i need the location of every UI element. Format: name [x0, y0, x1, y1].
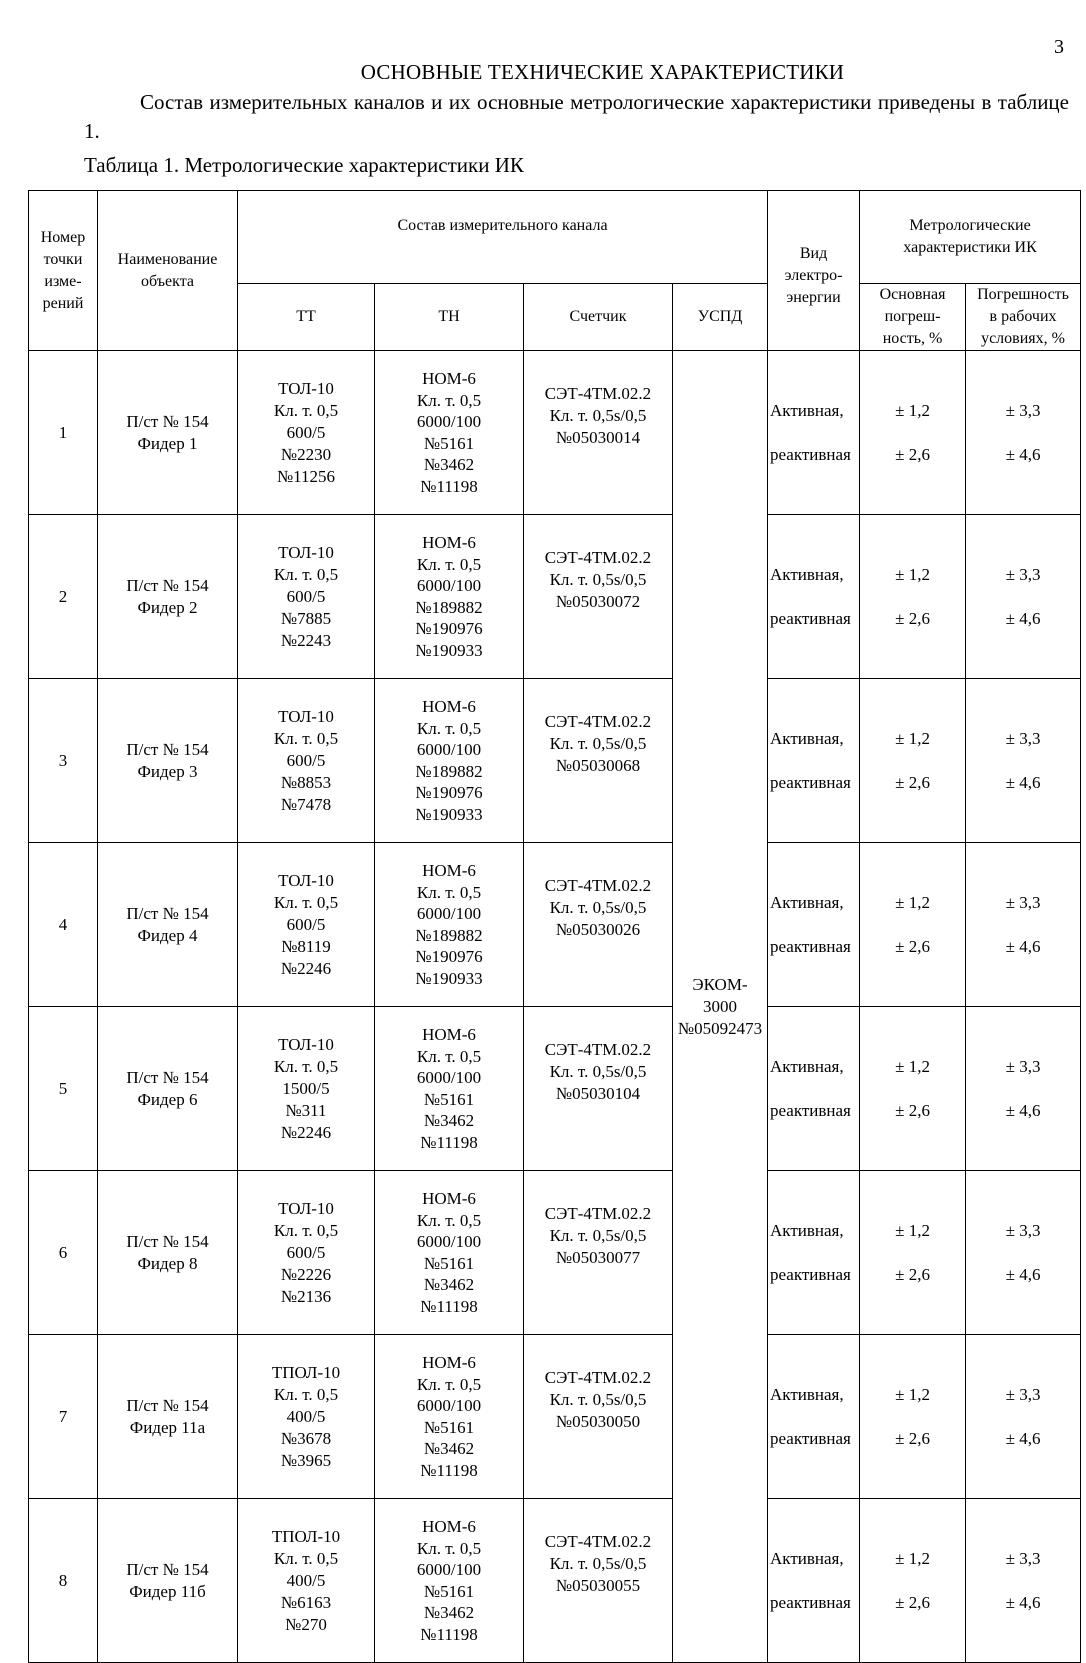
meter-line: Кл. т. 0,5s/0,5 — [549, 734, 647, 753]
cell-tn — [375, 679, 524, 843]
working-error-value: ± 3,3 — [1005, 1384, 1041, 1404]
cell-energy-kind — [768, 1007, 860, 1171]
object-line: П/ст № 154 — [126, 411, 209, 431]
tt-line: №11256 — [276, 466, 336, 486]
object-line: Фидер 8 — [137, 1253, 198, 1273]
energy-kind-line: Активная, — [770, 1548, 844, 1568]
energy-kind-line: реактивная — [770, 608, 851, 628]
cell-tt — [238, 1335, 375, 1499]
energy-kind-line: Активная, — [770, 728, 844, 748]
cell-tn — [375, 1007, 524, 1171]
cell-tn — [375, 515, 524, 679]
cell-tt — [238, 1007, 375, 1171]
cell-energy-kind — [768, 1335, 860, 1499]
object-line: Фидер 1 — [137, 433, 198, 453]
cell-tt — [238, 1499, 375, 1663]
cell-point-no: 6 — [29, 1171, 98, 1335]
cell-meter — [524, 1007, 673, 1171]
tn-line: №5161 — [423, 1089, 475, 1109]
base-error-value: ± 2,6 — [895, 1264, 930, 1284]
cell-energy-kind — [768, 843, 860, 1007]
tt-line: ТОЛ-10 — [278, 1034, 334, 1054]
header-line: погреш- — [884, 308, 941, 325]
tt-line: №7478 — [280, 794, 332, 814]
tn-line: №190976 — [415, 619, 483, 638]
tt-line: 400/5 — [286, 1570, 326, 1590]
working-error-value: ± 4,6 — [1005, 936, 1041, 956]
base-error-value: ± 2,6 — [895, 936, 930, 956]
cell-meter — [524, 843, 673, 1007]
header-line: в рабочих — [989, 308, 1057, 325]
meter-line: №05030055 — [555, 1576, 641, 1595]
cell-energy-kind — [768, 515, 860, 679]
tt-line: №2246 — [280, 958, 332, 978]
cell-base-error — [860, 843, 966, 1007]
cell-point-no: 5 — [29, 1007, 98, 1171]
energy-kind-line: Активная, — [770, 1384, 844, 1404]
tn-line: Кл. т. 0,5 — [416, 718, 482, 738]
base-error-value: ± 1,2 — [895, 728, 930, 748]
working-error-value: ± 4,6 — [1005, 1100, 1041, 1120]
cell-object — [98, 1335, 238, 1499]
cell-meter — [524, 1335, 673, 1499]
object-line: Фидер 6 — [137, 1089, 198, 1109]
cell-point-no: 2 — [29, 515, 98, 679]
cell-energy-kind — [768, 679, 860, 843]
cell-object — [98, 351, 238, 515]
energy-kind-line: реактивная — [770, 1100, 851, 1120]
meter-line: Кл. т. 0,5s/0,5 — [549, 406, 647, 425]
header-point-no — [29, 191, 98, 351]
header-channel-composition: Состав измерительного канала — [238, 191, 768, 284]
header-line: энергии — [786, 288, 841, 306]
tn-line: №11198 — [420, 1132, 478, 1152]
header-line: ность, % — [882, 330, 943, 347]
cell-tn — [375, 351, 524, 515]
tt-line: ТОЛ-10 — [278, 706, 334, 726]
tt-line: №2226 — [280, 1264, 332, 1284]
uspd-line: №05092473 — [677, 1018, 763, 1038]
tt-line: 600/5 — [286, 422, 326, 442]
object-line: Фидер 4 — [137, 925, 198, 945]
tn-line: Кл. т. 0,5 — [416, 1046, 482, 1066]
header-line: Вид — [799, 244, 828, 262]
cell-object — [98, 1171, 238, 1335]
metrology-table — [28, 190, 1081, 1663]
meter-line: Кл. т. 0,5s/0,5 — [549, 1554, 647, 1573]
cell-meter — [524, 515, 673, 679]
cell-object — [98, 1499, 238, 1663]
working-error-value: ± 4,6 — [1005, 444, 1041, 464]
energy-kind-line: Активная, — [770, 1056, 844, 1076]
tt-line: 600/5 — [286, 1242, 326, 1262]
header-uspd: УСПД — [673, 284, 768, 351]
tn-line: НОМ-6 — [422, 1189, 476, 1208]
cell-meter — [524, 351, 673, 515]
tt-line: 400/5 — [286, 1406, 326, 1426]
tn-line: №190976 — [415, 783, 483, 802]
tn-line: Кл. т. 0,5 — [416, 1374, 482, 1394]
meter-line: Кл. т. 0,5s/0,5 — [549, 1226, 647, 1245]
tt-line: ТОЛ-10 — [278, 870, 334, 890]
cell-tn — [375, 1335, 524, 1499]
cell-working-error — [966, 515, 1081, 679]
tn-line: №190933 — [415, 640, 483, 660]
object-line: П/ст № 154 — [126, 1559, 209, 1579]
cell-working-error — [966, 843, 1081, 1007]
tt-line: Кл. т. 0,5 — [273, 1548, 339, 1568]
tt-line: №8119 — [281, 936, 331, 956]
tt-line: ТОЛ-10 — [278, 542, 334, 562]
tn-line: 6000/100 — [416, 1560, 482, 1579]
tt-line: 600/5 — [286, 586, 326, 606]
cell-base-error — [860, 1171, 966, 1335]
table-body — [29, 351, 1081, 1663]
cell-tt — [238, 351, 375, 515]
tt-line: №3965 — [280, 1450, 332, 1470]
header-tn: ТН — [375, 284, 524, 351]
cell-working-error — [966, 1499, 1081, 1663]
tn-line: 6000/100 — [416, 1232, 482, 1251]
tt-line: Кл. т. 0,5 — [273, 892, 339, 912]
working-error-value: ± 3,3 — [1005, 1548, 1041, 1568]
header-line: Погрешность — [977, 286, 1069, 303]
tt-line: №270 — [285, 1614, 327, 1634]
uspd-line: 3000 — [703, 996, 738, 1016]
cell-base-error — [860, 1335, 966, 1499]
energy-kind-line: Активная, — [770, 1220, 844, 1240]
cell-base-error — [860, 1499, 966, 1663]
tt-line: №8853 — [280, 772, 332, 792]
object-line: Фидер 2 — [137, 597, 198, 617]
meter-line: №05030072 — [555, 592, 641, 611]
object-line: П/ст № 154 — [126, 575, 209, 595]
tn-line: №11198 — [420, 476, 478, 496]
table-row — [29, 1335, 1081, 1499]
working-error-value: ± 3,3 — [1005, 1220, 1041, 1240]
tn-line: №5161 — [423, 1581, 475, 1601]
cell-tt — [238, 515, 375, 679]
cell-energy-kind — [768, 1499, 860, 1663]
header-base-error — [860, 284, 966, 351]
cell-base-error — [860, 351, 966, 515]
tn-line: №3462 — [423, 1439, 475, 1458]
base-error-value: ± 2,6 — [895, 444, 930, 464]
tn-line: 6000/100 — [416, 740, 482, 759]
tn-line: НОМ-6 — [422, 533, 476, 552]
meter-line: №05030014 — [555, 428, 641, 447]
energy-kind-line: Активная, — [770, 564, 844, 584]
tn-line: №189882 — [415, 761, 483, 781]
object-line: Фидер 11а — [129, 1417, 206, 1437]
header-meter: Счетчик — [524, 284, 673, 351]
cell-object — [98, 515, 238, 679]
tt-line: ТОЛ-10 — [278, 1198, 334, 1218]
tn-line: НОМ-6 — [422, 1353, 476, 1372]
base-error-value: ± 1,2 — [895, 1548, 930, 1568]
base-error-value: ± 2,6 — [895, 1100, 930, 1120]
cell-object — [98, 1007, 238, 1171]
meter-line: №05030050 — [555, 1412, 641, 1431]
header-metrology — [860, 191, 1081, 284]
tt-line: ТПОЛ-10 — [271, 1362, 341, 1382]
tn-line: №5161 — [423, 1417, 475, 1437]
energy-kind-line: реактивная — [770, 772, 851, 792]
cell-point-no: 4 — [29, 843, 98, 1007]
base-error-value: ± 1,2 — [895, 892, 930, 912]
intro-paragraph: Состав измерительных каналов и их основные метрологические характеристики приведены в таблице 1. — [84, 90, 1069, 143]
tn-line: №189882 — [415, 597, 483, 617]
base-error-value: ± 2,6 — [895, 1428, 930, 1448]
tt-line: 600/5 — [286, 750, 326, 770]
tt-line: №7885 — [280, 608, 332, 628]
page-number: 3 — [1054, 36, 1064, 58]
table-row — [29, 843, 1081, 1007]
meter-line: №05030026 — [555, 920, 641, 939]
cell-energy-kind — [768, 1171, 860, 1335]
tn-line: 6000/100 — [416, 576, 482, 595]
cell-tt — [238, 679, 375, 843]
tn-line: №3462 — [423, 1603, 475, 1622]
meter-line: СЭТ-4ТМ.02.2 — [544, 384, 652, 403]
tn-line: НОМ-6 — [422, 1025, 476, 1044]
tn-line: Кл. т. 0,5 — [416, 390, 482, 410]
cell-energy-kind — [768, 351, 860, 515]
cell-point-no: 3 — [29, 679, 98, 843]
tt-line: №311 — [285, 1100, 327, 1120]
tn-line: №5161 — [423, 433, 475, 453]
cell-base-error — [860, 1007, 966, 1171]
tt-line: Кл. т. 0,5 — [273, 564, 339, 584]
tn-line: №189882 — [415, 925, 483, 945]
meter-line: СЭТ-4ТМ.02.2 — [544, 1368, 652, 1387]
energy-kind-line: реактивная — [770, 1592, 851, 1612]
cell-meter — [524, 1499, 673, 1663]
tn-line: Кл. т. 0,5 — [416, 882, 482, 902]
meter-line: №05030077 — [555, 1248, 641, 1267]
cell-tn — [375, 843, 524, 1007]
tn-line: НОМ-6 — [422, 861, 476, 880]
energy-kind-line: реактивная — [770, 936, 851, 956]
tn-line: НОМ-6 — [422, 369, 476, 388]
table-row — [29, 1499, 1081, 1663]
header-line: условиях, % — [981, 330, 1065, 347]
cell-tn — [375, 1171, 524, 1335]
tn-line: №11198 — [420, 1460, 478, 1480]
meter-line: СЭТ-4ТМ.02.2 — [544, 712, 652, 731]
meter-line: СЭТ-4ТМ.02.2 — [544, 876, 652, 895]
cell-base-error — [860, 679, 966, 843]
tn-line: №3462 — [423, 455, 475, 474]
working-error-value: ± 4,6 — [1005, 608, 1041, 628]
base-error-value: ± 1,2 — [895, 400, 930, 420]
working-error-value: ± 4,6 — [1005, 1592, 1041, 1612]
tn-line: №190976 — [415, 947, 483, 966]
base-error-value: ± 2,6 — [895, 772, 930, 792]
header-tt: ТТ — [238, 284, 375, 351]
cell-working-error — [966, 1007, 1081, 1171]
base-error-value: ± 1,2 — [895, 1384, 930, 1404]
header-energy-kind — [768, 191, 860, 351]
page-heading: ОСНОВНЫЕ ТЕХНИЧЕСКИЕ ХАРАКТЕРИСТИКИ — [360, 60, 845, 84]
meter-line: СЭТ-4ТМ.02.2 — [544, 548, 652, 567]
cell-point-no: 7 — [29, 1335, 98, 1499]
working-error-value: ± 3,3 — [1005, 564, 1041, 584]
tt-line: №2230 — [280, 444, 332, 464]
tn-line: №5161 — [423, 1253, 475, 1273]
header-line: характеристики ИК — [903, 239, 1037, 256]
table-caption: Таблица 1. Метрологические характеристики ИК — [84, 153, 524, 177]
tt-line: Кл. т. 0,5 — [273, 1056, 339, 1076]
header-line: Метрологические — [909, 217, 1031, 234]
tt-line: Кл. т. 0,5 — [273, 1384, 339, 1404]
base-error-value: ± 1,2 — [895, 1056, 930, 1076]
table-row — [29, 515, 1081, 679]
meter-line: №05030068 — [555, 756, 641, 775]
header-line: объекта — [141, 272, 194, 290]
cell-working-error — [966, 1171, 1081, 1335]
header-line: точки — [43, 250, 83, 268]
cell-meter — [524, 679, 673, 843]
header-line: рений — [42, 294, 84, 312]
object-line: П/ст № 154 — [126, 1231, 209, 1251]
object-line: П/ст № 154 — [126, 1067, 209, 1087]
tn-line: №11198 — [420, 1296, 478, 1316]
tt-line: ТПОЛ-10 — [271, 1526, 341, 1546]
object-line: П/ст № 154 — [126, 903, 209, 923]
table-row — [29, 679, 1081, 843]
tt-line: ТОЛ-10 — [278, 378, 334, 398]
tt-line: Кл. т. 0,5 — [273, 728, 339, 748]
energy-kind-line: реактивная — [770, 444, 851, 464]
energy-kind-line: реактивная — [770, 1264, 851, 1284]
tn-line: 6000/100 — [416, 1068, 482, 1087]
tn-line: НОМ-6 — [422, 1517, 476, 1536]
cell-object — [98, 843, 238, 1007]
cell-tt — [238, 1171, 375, 1335]
meter-line: Кл. т. 0,5s/0,5 — [549, 570, 647, 589]
object-line: Фидер 3 — [137, 761, 198, 781]
tn-line: НОМ-6 — [422, 697, 476, 716]
tt-line: №3678 — [280, 1428, 332, 1448]
tt-line: 600/5 — [286, 914, 326, 934]
tn-line: №190933 — [415, 968, 483, 988]
header-line: Наименование — [117, 250, 218, 268]
meter-line: Кл. т. 0,5s/0,5 — [549, 898, 647, 917]
tn-line: №3462 — [423, 1275, 475, 1294]
working-error-value: ± 3,3 — [1005, 400, 1041, 420]
working-error-value: ± 4,6 — [1005, 772, 1041, 792]
tn-line: Кл. т. 0,5 — [416, 1210, 482, 1230]
tt-line: №6163 — [280, 1592, 332, 1612]
cell-tt — [238, 843, 375, 1007]
tt-line: №2246 — [280, 1122, 332, 1142]
tn-line: Кл. т. 0,5 — [416, 554, 482, 574]
base-error-value: ± 1,2 — [895, 1220, 930, 1240]
header-line: электро- — [784, 266, 843, 284]
tt-line: Кл. т. 0,5 — [273, 1220, 339, 1240]
working-error-value: ± 4,6 — [1005, 1264, 1041, 1284]
meter-line: №05030104 — [555, 1084, 641, 1103]
header-line: Основная — [879, 286, 946, 303]
energy-kind-line: реактивная — [770, 1428, 851, 1448]
tt-line: 1500/5 — [282, 1078, 330, 1098]
cell-base-error — [860, 515, 966, 679]
cell-working-error — [966, 1335, 1081, 1499]
tn-line: №3462 — [423, 1111, 475, 1130]
cell-object — [98, 679, 238, 843]
header-line: изме- — [44, 272, 82, 290]
tn-line: №190933 — [415, 804, 483, 824]
working-error-value: ± 3,3 — [1005, 1056, 1041, 1076]
working-error-value: ± 3,3 — [1005, 892, 1041, 912]
object-line: П/ст № 154 — [126, 739, 209, 759]
cell-working-error — [966, 679, 1081, 843]
tt-line: Кл. т. 0,5 — [273, 400, 339, 420]
object-line: Фидер 11б — [129, 1581, 206, 1601]
object-line: П/ст № 154 — [126, 1395, 209, 1415]
table-row — [29, 1171, 1081, 1335]
cell-tn — [375, 1499, 524, 1663]
tn-line: 6000/100 — [416, 1396, 482, 1415]
meter-line: СЭТ-4ТМ.02.2 — [544, 1204, 652, 1223]
energy-kind-line: Активная, — [770, 400, 844, 420]
meter-line: СЭТ-4ТМ.02.2 — [544, 1532, 652, 1551]
tn-line: Кл. т. 0,5 — [416, 1538, 482, 1558]
cell-uspd — [673, 351, 768, 1663]
tn-line: 6000/100 — [416, 904, 482, 923]
header-object-name — [98, 191, 238, 351]
base-error-value: ± 2,6 — [895, 1592, 930, 1612]
meter-line: СЭТ-4ТМ.02.2 — [544, 1040, 652, 1059]
working-error-value: ± 3,3 — [1005, 728, 1041, 748]
cell-meter — [524, 1171, 673, 1335]
header-line: Номер — [40, 228, 86, 246]
table-row — [29, 1007, 1081, 1171]
cell-point-no: 8 — [29, 1499, 98, 1663]
base-error-value: ± 1,2 — [895, 564, 930, 584]
uspd-line: ЭКОМ- — [692, 974, 748, 994]
working-error-value: ± 4,6 — [1005, 1428, 1041, 1448]
meter-line: Кл. т. 0,5s/0,5 — [549, 1062, 647, 1081]
table-row — [29, 351, 1081, 515]
header-working-error — [966, 284, 1081, 351]
meter-line: Кл. т. 0,5s/0,5 — [549, 1390, 647, 1409]
tn-line: 6000/100 — [416, 412, 482, 431]
tt-line: №2243 — [280, 630, 332, 650]
cell-point-no: 1 — [29, 351, 98, 515]
tt-line: №2136 — [280, 1286, 332, 1306]
cell-working-error — [966, 351, 1081, 515]
base-error-value: ± 2,6 — [895, 608, 930, 628]
energy-kind-line: Активная, — [770, 892, 844, 912]
tn-line: №11198 — [420, 1624, 478, 1644]
